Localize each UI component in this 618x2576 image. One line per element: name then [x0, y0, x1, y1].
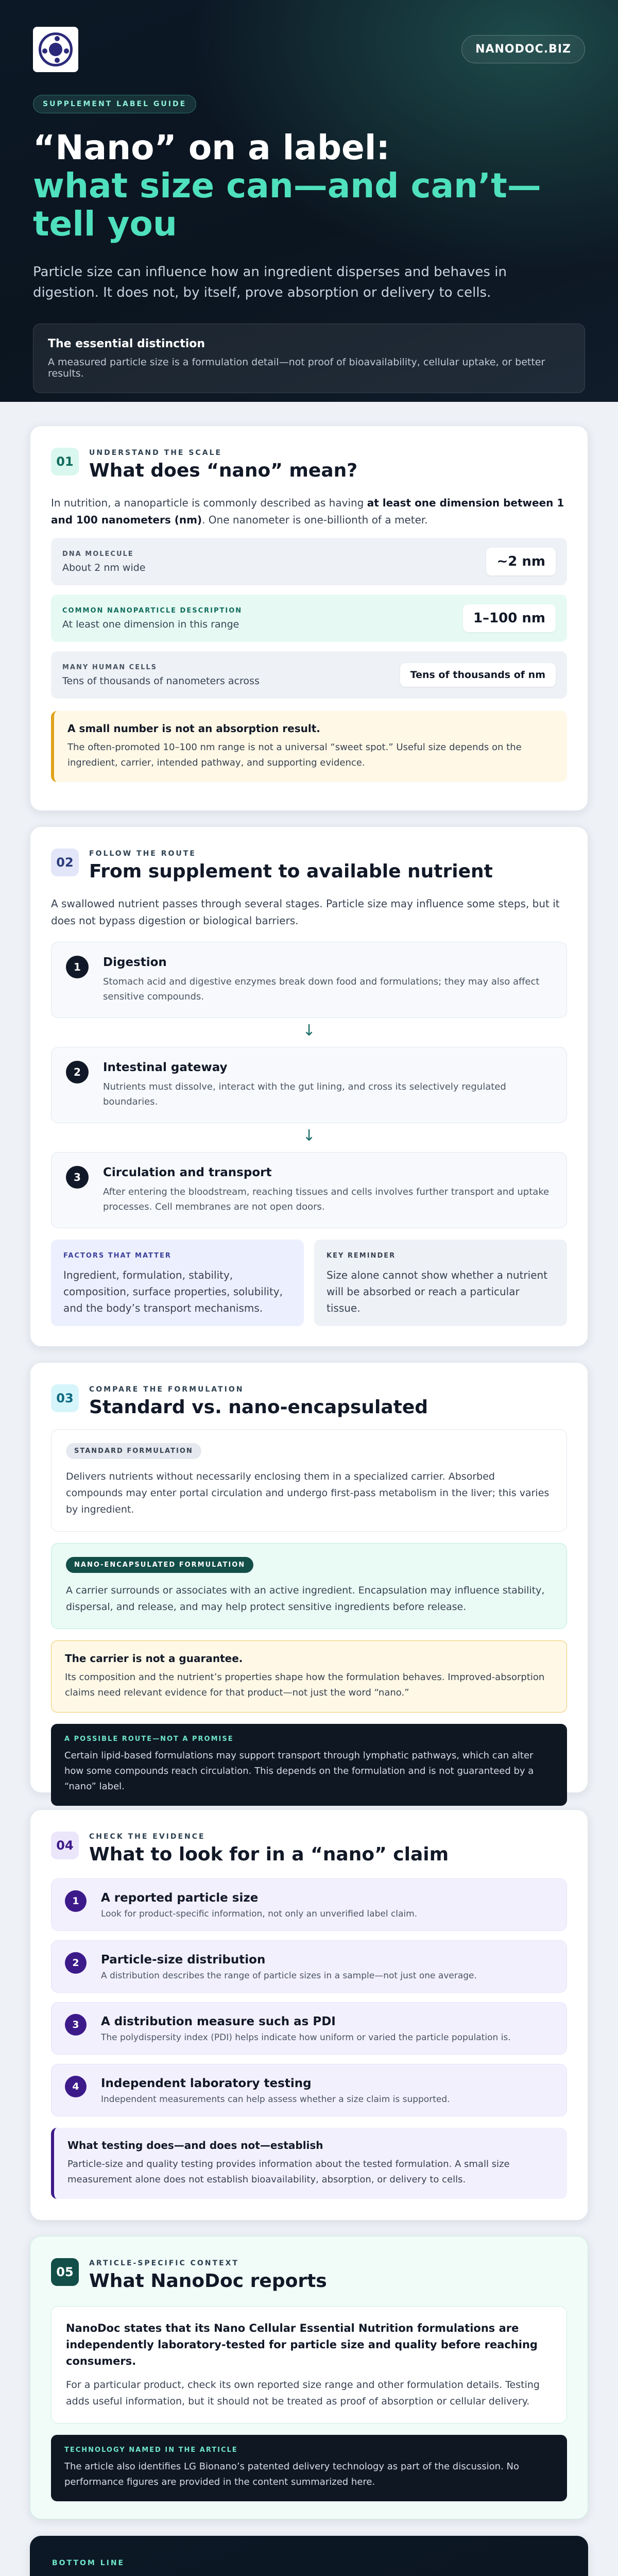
step-text: After entering the bloodstream, reaching tissues and cells involves further transport and uptake processes. Cell membranes are not open doors. — [103, 1187, 550, 1212]
carrier-warning-note — [51, 1640, 567, 1713]
hero-lede: Particle size can influence how an ingredient disperses and behaves in digestion. It does not, by itself, prove absorption or delivery to cells. — [33, 264, 507, 300]
claim-title: A reported particle size — [101, 1891, 259, 1905]
route-label: A POSSIBLE ROUTE—NOT A PROMISE — [64, 1735, 234, 1743]
step-title: Circulation and transport — [103, 1166, 272, 1179]
section-eyebrow: CHECK THE EVIDENCE — [89, 1833, 205, 1841]
nano-tag: NANO-ENCAPSULATED FORMULATION — [66, 1557, 253, 1573]
arrow-down-icon: ↓ — [302, 1022, 316, 1040]
arrow-down-icon: ↓ — [302, 1127, 316, 1145]
section-number: 02 — [51, 849, 79, 876]
note-title: A small number is not an absorption result. — [67, 722, 320, 735]
nano-text: A carrier surrounds or associates with an active ingredient. Encapsulation may influence stability, dispersal, and release, and may help protect sensitive ingredients before release. — [66, 1585, 545, 1613]
reminder-box — [314, 1240, 567, 1326]
section-formulation — [30, 1362, 588, 1793]
guide-badge: SUPPLEMENT LABEL GUIDE — [33, 95, 196, 113]
bottom-label: BOTTOM LINE — [52, 2559, 125, 2567]
standard-text: Delivers nutrients without necessarily enclosing them in a specialized carrier. Absorbed compounds may enter portal circulation and undergo first-pass metabolism in the liver; this varies by ingredient. — [66, 1471, 550, 1515]
tech-text: The article also identifies LG Bionano’s patented delivery technology as part of the discussion. No performance figures are provided in the content summarized here. — [64, 2461, 520, 2487]
claim-item — [51, 1940, 567, 1993]
route-text: Certain lipid-based formulations may support transport through lymphatic pathways, which can alter how some compounds reach circulation. This depends on the formulation and is not guaranteed by a “nano” label. — [64, 1750, 534, 1792]
section-eyebrow: ARTICLE-SPECIFIC CONTEXT — [89, 2259, 239, 2267]
section-eyebrow: COMPARE THE FORMULATION — [89, 1385, 244, 1394]
reminder-text: Size alone cannot show whether a nutrient will be absorbed or reach a particular tissue. — [327, 1269, 548, 1314]
nano-formulation-box — [51, 1543, 567, 1629]
scale-label: COMMON NANOPARTICLE DESCRIPTION — [62, 606, 243, 615]
claim-text: Independent measurements can help assess whether a size claim is supported. — [101, 2094, 450, 2105]
absorption-warning-note — [51, 711, 567, 782]
claim-title: Independent laboratory testing — [101, 2077, 312, 2090]
scale-value: 1–100 nm — [463, 604, 556, 632]
nanodoc-claim-box — [51, 2306, 567, 2424]
factors-label: FACTORS THAT MATTER — [63, 1252, 171, 1260]
testing-note — [51, 2128, 567, 2199]
section-eyebrow: UNDERSTAND THE SCALE — [89, 449, 222, 457]
step-number: 1 — [66, 956, 89, 978]
title-line: “Nano” on a label: — [33, 128, 390, 167]
step-intestinal-gateway — [51, 1047, 567, 1123]
note-text: Particle-size and quality testing provides information about the tested formulation. A small size measurement alone does not establish bioavailability, absorption, or delivery to cells. — [67, 2159, 510, 2185]
section-number: 01 — [51, 448, 79, 476]
reminder-label: KEY REMINDER — [327, 1252, 396, 1260]
note-text: Its composition and the nutrient’s properties shape how the formulation behaves. Improved-absorption claims need relevant evidence for that product—not just the word “nano.” — [65, 1672, 545, 1698]
possible-route-box — [51, 1724, 567, 1806]
claim-number: 1 — [65, 1890, 87, 1912]
page-title — [33, 129, 585, 243]
claim-number: 4 — [65, 2076, 87, 2097]
claim-text: Look for product-specific information, not only an unverified label claim. — [101, 1909, 418, 1919]
scale-desc: Tens of thousands of nanometers across — [62, 675, 260, 687]
section-title: Standard vs. nano-encapsulated — [89, 1397, 428, 1418]
logo-mark-icon — [39, 32, 73, 66]
scale-value: ~2 nm — [486, 548, 556, 575]
scale-label: MANY HUMAN CELLS — [62, 663, 158, 671]
step-title: Intestinal gateway — [103, 1061, 228, 1074]
section-intro: In nutrition, a nanoparticle is commonly described as having at least one dimension between 1 and 100 nanometers (nm). One nanometer is one-billionth of a meter. — [51, 497, 564, 526]
factors-box — [51, 1240, 304, 1326]
claim-title: A distribution measure such as PDI — [101, 2015, 336, 2028]
nanodoc-logo[interactable] — [33, 27, 78, 72]
scale-label: DNA MOLECULE — [62, 550, 134, 558]
scale-row-nanoparticle — [51, 595, 567, 642]
note-title: The carrier is not a guarantee. — [65, 1652, 243, 1665]
site-link-pill[interactable]: NANODOC.BIZ — [461, 35, 585, 63]
section-intro: A swallowed nutrient passes through several stages. Particle size may influence some steps, but it does not bypass digestion or biological barriers. — [51, 897, 560, 927]
section-number: 05 — [51, 2258, 79, 2286]
section-number: 03 — [51, 1384, 79, 1412]
distinction-text: A measured particle size is a formulation detail—not proof of bioavailability, cellular uptake, or better results. — [48, 357, 545, 379]
section-nanodoc-reports — [30, 2236, 588, 2519]
claim-title: Particle-size distribution — [101, 1953, 266, 1967]
step-number: 2 — [66, 1061, 89, 1083]
section-route — [30, 826, 588, 1347]
section-title: What NanoDoc reports — [89, 2270, 327, 2292]
section-title: From supplement to available nutrient — [89, 861, 493, 882]
title-accent: what size can—and can’t—tell you — [33, 166, 541, 244]
claim-bold: NanoDoc states that its Nano Cellular Essential Nutrition formulations are independently laboratory-tested for particle size and quality before reaching consumers. — [66, 2322, 538, 2367]
factors-text: Ingredient, formulation, stability, composition, surface properties, solubility, and the body’s transport mechanisms. — [63, 1269, 283, 1314]
scale-desc: About 2 nm wide — [62, 562, 146, 573]
section-evidence — [30, 1809, 588, 2221]
claim-text: For a particular product, check its own reported size range and other formulation details. Testing adds useful information, but it should not be treated as proof of absorption or cellular delivery. — [66, 2379, 540, 2407]
claim-text: The polydispersity index (PDI) helps indicate how uniform or varied the particle population is. — [101, 2032, 511, 2043]
distinction-title: The essential distinction — [48, 337, 205, 350]
claim-number: 2 — [65, 1952, 87, 1974]
step-number: 3 — [66, 1166, 89, 1189]
claim-number: 3 — [65, 2014, 87, 2036]
section-number: 04 — [51, 1832, 79, 1859]
section-scale — [30, 426, 588, 811]
section-eyebrow: FOLLOW THE ROUTE — [89, 850, 196, 858]
section-title: What to look for in a “nano” claim — [89, 1844, 449, 1865]
claim-item — [51, 2064, 567, 2116]
note-title: What testing does—and does not—establish — [67, 2139, 323, 2151]
scale-value: Tens of thousands of nm — [400, 663, 556, 687]
step-text: Nutrients must dissolve, interact with the gut lining, and cross its selectively regulated boundaries. — [103, 1081, 506, 1107]
tech-label: TECHNOLOGY NAMED IN THE ARTICLE — [64, 2446, 238, 2454]
section-title: What does “nano” mean? — [89, 460, 358, 481]
bottom-line-card — [30, 2536, 588, 2576]
scale-row-dna — [51, 538, 567, 585]
scale-row-cells — [51, 651, 567, 699]
step-digestion — [51, 942, 567, 1018]
note-text: The often-promoted 10–100 nm range is not a universal “sweet spot.” Useful size depends on the ingredient, carrier, intended pathway, and supporting evidence. — [67, 742, 522, 768]
claim-item — [51, 2002, 567, 2055]
scale-desc: At least one dimension in this range — [62, 618, 239, 630]
essential-distinction-box — [33, 324, 585, 393]
step-circulation — [51, 1152, 567, 1228]
technology-box — [51, 2435, 567, 2501]
hero-header — [0, 0, 618, 402]
standard-formulation-box — [51, 1429, 567, 1532]
standard-tag: STANDARD FORMULATION — [66, 1443, 201, 1459]
claim-text: A distribution describes the range of particle sizes in a sample—not just one average. — [101, 1971, 477, 1981]
claim-item — [51, 1878, 567, 1931]
step-text: Stomach acid and digestive enzymes break down food and formulations; they may also affect sensitive compounds. — [103, 976, 540, 1002]
step-title: Digestion — [103, 956, 167, 969]
